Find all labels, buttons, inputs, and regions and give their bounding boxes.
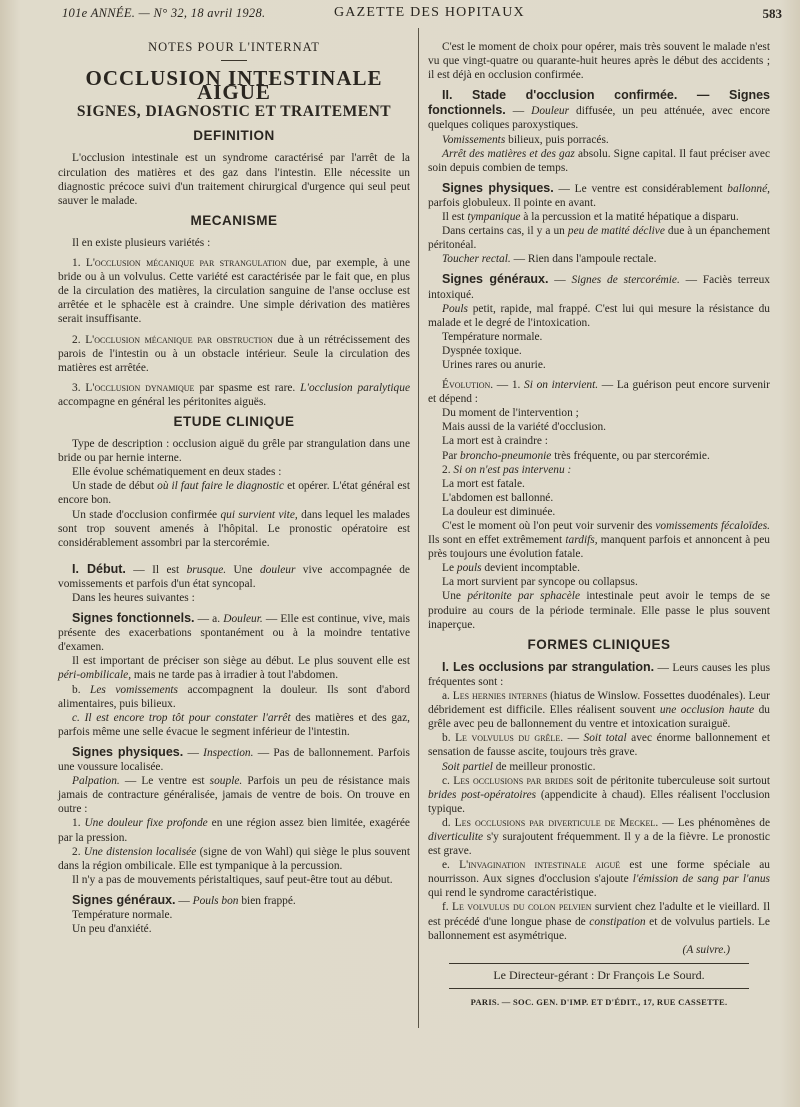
etude-heading: ETUDE CLINIQUE	[173, 413, 295, 429]
printer-line: PARIS. — SOC. GEN. D'IMP. ET D'ÉDIT., 17, RUE CASSETTE.	[470, 996, 728, 1007]
formes-item-f: f. Le volvulus du colon pelvien survient chez l'adulte et le vieillard. Il est précédé d'une longue phase de constipation et de volvulus partiels. Le ballonnement est asymétrique.	[428, 901, 770, 942]
evolution-fecaloides: C'est le moment où l'on peut voir survenir des vomissements fécaloïdes. Ils sont en effet extrêmement tardifs, manquent parfois et annoncent à peu près toujours une évolution fatale.	[428, 520, 771, 561]
right-column	[428, 40, 770, 1009]
mecanisme-item-3: 3. L'occlusion dynamique par spasme est rare. L'occlusion paralytique accompagne en général les péritonites aiguës.	[58, 381, 411, 408]
etude-stade-debut: Un stade de début où il faut faire le diagnostic et opérer. L'état général est encore bon.	[58, 480, 411, 507]
right-physiques-matite: Dans certains cas, il y a un peu de matité déclive due à un épanchement péritonéal.	[428, 225, 770, 252]
generaux-temperature: Température normale.	[72, 908, 173, 921]
evolution-douleur: La douleur est diminuée.	[442, 505, 556, 518]
mecanisme-item-1: 1. L'occlusion mécanique par strangulation due, par exemple, à une bride ou à un volvulus. Cette variété est caractérisée par le fait que, en plus de la circulation des matières, la circulation sanguine de l'anse occluse est arrêtée et le sphacèle est à craindre. Une simple dérivation des matières serait insuffisante.	[58, 257, 410, 326]
evolution-non-intervenu: 2. Si on n'est pas intervenu :	[442, 463, 572, 476]
evolution-fatale: La mort est fatale.	[442, 477, 525, 490]
definition-heading: DEFINITION	[193, 128, 275, 144]
stade2-vomissements: Vomissements bilieux, puis porracés.	[442, 133, 609, 146]
evolution-mort: La mort est à craindre :	[442, 435, 548, 448]
evolution-paragraph: Évolution. — 1. Si on intervient. — La guérison peut encore survenir et dépend :	[428, 379, 770, 406]
physiques-distension: 2. Une distension localisée (signe de von Wahl) qui siège le plus souvent dans la région ombilicale. Elle est tympanique à la percussion.	[58, 845, 410, 872]
formes-item-b-partiel: Soit partiel de meilleur pronostic.	[442, 760, 596, 773]
left-column	[58, 40, 410, 936]
right-physiques-toucher: Toucher rectal. — Rien dans l'ampoule rectale.	[442, 253, 657, 266]
right-generaux-urines: Urines rares ou anurie.	[442, 358, 546, 371]
formes-item-b: b. Le volvulus du grêle. — Soit total avec énorme ballonnement et sensation de fausse ascite, toujours très grave.	[428, 732, 770, 759]
series-heading: NOTES POUR L'INTERNAT	[148, 40, 320, 54]
mecanisme-item-2: 2. L'occlusion mécanique par obstruction due à un rétrécissement des parois de l'intestin ou à un obstacle intérieur. Seule la circulation des matières est arrêtée.	[58, 333, 410, 374]
evolution-pouls: Le pouls devient incomptable.	[442, 562, 580, 575]
newspaper-title: GAZETTE DES HOPITAUX	[334, 5, 525, 20]
evolution-peritonite: Une péritonite par sphacèle intestinale peut avoir le temps de se produire au cours de la période terminale. Elle passe le plus souvent inaperçue.	[428, 590, 770, 631]
evolution-variete: Mais aussi de la variété d'occlusion.	[442, 421, 607, 434]
page-number: 583	[762, 6, 782, 21]
formes-item-c: c. Les occlusions par brides soit de péritonite tuberculeuse soit surtout brides post-opératoires (appendicite à chaud). Elles réalisent l'occlusion typique.	[428, 774, 770, 815]
stade2-arret: Arrêt des matières et des gaz absolu. Signe capital. Il faut préciser avec soin depuis combien de temps.	[428, 147, 771, 174]
evolution-ballonne: L'abdomen est ballonné.	[442, 491, 554, 504]
stade2-paragraph: II. Stade d'occlusion confirmée. — Signes fonctionnels. — Douleur diffusée, un peu atténuée, avec encore quelques coliques paroxystiques.	[428, 88, 770, 132]
physiques-paragraph: Signes physiques. — Inspection. — Pas de ballonnement. Parfois une voussure localisée.	[58, 744, 410, 774]
formes-item-e: e. L'invagination intestinale aiguë est une forme spéciale au nourrisson. Aux signes d'occlusion s'ajoute l'émission de sang par l'anus qui rend le syndrome caractéristique.	[428, 859, 770, 900]
formes-strangulation: I. Les occlusions par strangulation. — Leurs causes les plus fréquentes sont :	[428, 659, 771, 688]
mecanisme-intro: Il en existe plusieurs variétés :	[72, 236, 211, 249]
fonctionnels-vomissements: b. Les vomissements accompagnent la douleur. Ils sont d'abord alimentaires, puis bilieux.	[58, 683, 410, 710]
right-generaux-temperature: Température normale.	[442, 330, 543, 343]
debut-paragraph: I. Début. — Il est brusque. Une douleur vive accompagnée de vomissements et parfois d'un état syncopal.	[58, 561, 410, 590]
etude-stades: Elle évolue schématiquement en deux stades :	[72, 466, 282, 479]
footer-rule-2	[449, 988, 749, 989]
article-title: OCCLUSION INTESTINALE AIGUE	[85, 66, 383, 105]
evolution-broncho: Par broncho-pneumonie très fréquente, ou par stercorémie.	[442, 449, 710, 462]
right-physiques-tympanique: Il est tympanique à la percussion et la matité hépatique a disparu.	[442, 211, 739, 224]
generaux-paragraph: Signes généraux. — Pouls bon bien frappé.	[72, 892, 296, 907]
short-rule	[221, 60, 247, 61]
fonctionnels-paragraph: Signes fonctionnels. — a. Douleur. — Elle est continue, vive, mais présente des exacerbations spontanément ou à la moindre tentative d'examen.	[58, 611, 410, 654]
footer-rule	[449, 963, 749, 964]
formes-item-a: a. Les hernies internes (hiatus de Winslow. Fossettes duodénales). Leur débridement est difficile. Elles réalisent souvent une occlusion haute du grêle avec peu de ballonnement du ventre et intoxication suraiguë.	[428, 690, 770, 731]
evolution-moment: Du moment de l'intervention ;	[442, 407, 579, 420]
a-suivre: (A suivre.)	[682, 943, 730, 956]
definition-text: L'occlusion intestinale est un syndrome caractérisé par l'arrêt de la circulation des matières et des gaz dans l'intestin. Elle nécessite un diagnostic précoce suivi d'un traitement chirurgical d'urgence qui seul peut sauver le malade.	[58, 152, 410, 207]
page-header	[62, 4, 782, 24]
etude-type: Type de description : occlusion aiguë du grêle par strangulation dans une bride ou par hernie interne.	[58, 438, 410, 465]
formes-item-d: d. Les occlusions par diverticule de Meckel. — Les phénomènes de diverticulite s'y surajoutent fréquemment. Il y a de la fièvre. Le pronostic est grave.	[428, 816, 770, 858]
right-generaux-paragraph: Signes généraux. — Signes de stercorémie. — Faciès terreux intoxiqué.	[428, 272, 770, 301]
fonctionnels-arret: c. Il est encore trop tôt pour constater l'arrêt des matières et des gaz, parfois même une selle évacue le segment inférieur de l'intestin.	[58, 711, 410, 738]
physiques-palpation: Palpation. — Le ventre est souple. Parfois un peu de résistance mais jamais de contracture généralisée, jamais de ventre de bois. On trouve en outre :	[58, 775, 410, 816]
issue-info: 101e ANNÉE. — N° 32, 18 avril 1928.	[62, 6, 266, 20]
mecanisme-heading: MECANISME	[190, 212, 278, 228]
right-generaux-pouls: Pouls petit, rapide, mal frappé. C'est lui qui mesure la résistance du malade et le degré de l'intoxication.	[428, 302, 770, 329]
directeur-gerant: Le Directeur-gérant : Dr François Le Sourd.	[493, 967, 705, 982]
formes-heading: FORMES CLINIQUES	[527, 636, 671, 652]
generaux-anxiete: Un peu d'anxiété.	[72, 923, 152, 936]
debut-suivantes: Dans les heures suivantes :	[72, 592, 195, 604]
etude-stade-confirme: Un stade d'occlusion confirmée qui survient vite, dans lequel les malades sont trop souvent amenés à l'hôpital. Le pronostic opératoire est considérablement assombri par la stercorémie.	[58, 508, 410, 549]
article-subtitle: SIGNES, DIAGNOSTIC ET TRAITEMENT	[76, 103, 392, 121]
physiques-douleur: 1. Une douleur fixe profonde en une région assez bien limitée, exagérée par la pression.	[58, 817, 410, 844]
evolution-syncope: La mort survient par syncope ou collapsus.	[442, 576, 638, 589]
fonctionnels-siege: Il est important de préciser son siège au début. Le plus souvent elle est péri-ombilicale, mais ne tarde pas à irradier à tout l'abdomen.	[58, 655, 410, 682]
column-divider	[418, 28, 419, 1028]
physiques-peristaltisme: Il n'y a pas de mouvements péristaltiques, sauf peut-être tout au début.	[72, 873, 393, 886]
right-generaux-dyspnee: Dyspnée toxique.	[442, 344, 522, 357]
right-physiques-paragraph: Signes physiques. — Le ventre est considérablement ballonné, parfois globuleux. Il pointe en avant.	[428, 180, 770, 209]
right-intro: C'est le moment de choix pour opérer, mais très souvent le malade n'est vu que vingt-quatre ou quarante-huit heures après le début des accidents ; il est déjà en occlusion confirmée.	[428, 41, 770, 82]
